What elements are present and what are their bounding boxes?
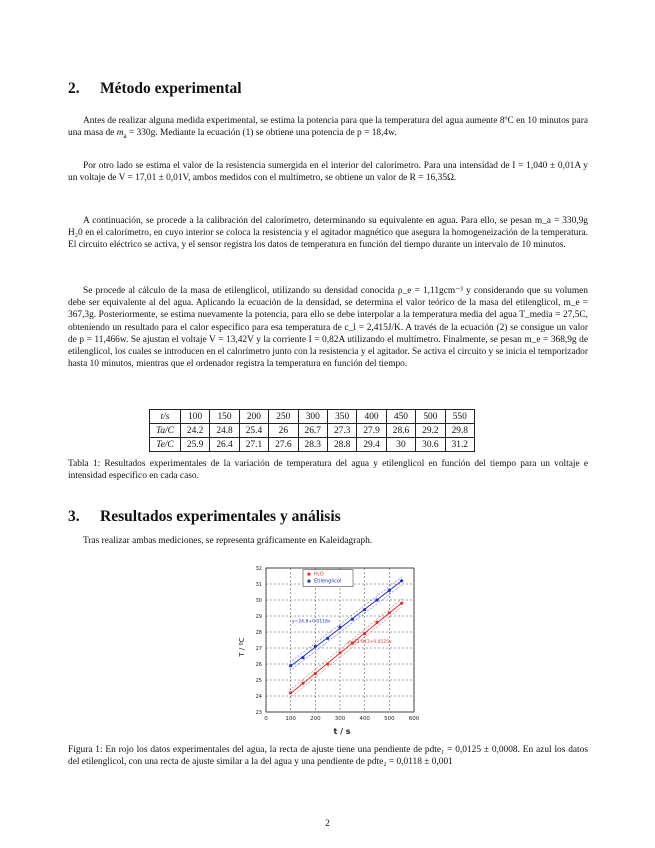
results-table (149, 409, 475, 452)
data-point (326, 637, 329, 640)
table-cell: 28.3 (298, 438, 327, 452)
data-point (326, 662, 329, 665)
data-point (314, 672, 317, 675)
table-cell: 29.8 (445, 424, 474, 438)
legend-label: H₂O (314, 571, 324, 578)
y-tick-label: 31 (255, 582, 262, 588)
data-point (314, 645, 317, 648)
data-point (338, 626, 341, 629)
table-header-row (150, 410, 475, 424)
x-tick-label: 200 (310, 716, 321, 722)
table-header-label: t/s (150, 410, 181, 424)
table-cell: 26.7 (298, 424, 327, 438)
fit-equation-label: y=22.943+0.0125x (347, 640, 392, 646)
table-cell: 500 (416, 410, 445, 424)
x-tick-label: 100 (285, 716, 296, 722)
table-cell: 550 (445, 410, 474, 424)
table-cell: 27.6 (269, 438, 298, 452)
paragraph-calibration: A continuación, se procede a la calibración del calorímetro, determinando su equivalente en agua. Para ello, se pesan m_a = 330,9g H₂0 en el calorímetro, en cuyo interior se coloca la resistencia y el agitador magnético que asegura la homogeneización de la temperatura. El circuito eléctrico se activa, y el sensor registra los datos de temperatura en función del tiempo durante un intervalo de 10 minutos. (68, 216, 588, 251)
data-point (400, 579, 403, 582)
data-point (301, 682, 304, 685)
fit-lower-band (289, 584, 402, 671)
x-tick-label: 500 (384, 716, 395, 722)
table-cell: 25.4 (239, 424, 268, 438)
data-point (388, 589, 391, 592)
x-tick-label: 600 (408, 716, 420, 722)
table-row-label: Ta/C (150, 424, 181, 438)
section-2-heading: 2. Método experimental (68, 80, 242, 97)
table-row-water (150, 424, 475, 438)
x-tick-label: 300 (334, 716, 346, 722)
x-tick-label: 0 (264, 716, 268, 722)
paragraph-glycol-mass: Se procede al cálculo de la masa de etilenglicol, utilizando su densidad conocida ρ_e = 1,11gcm⁻³ y considerando que su volumen debe ser equivalente al del agua. Aplicando la ecuación de la densidad, se determina el valor teórico de la masa del etilenglicol, m_e = 367,3g. Posteriormente, se estima nuevamente la potencia, para ello se debe interpolar a la temperatura media del agua T_media = 27,5C, obteniendo un resultado para el calor específico para esa temperatura de c_l = 2,415J/K. A través de la ecuación (2) se consigue un valor de p = 11,466w. Se ajustan el voltaje V = 13,42V y la corriente I = 0,82A utilizando el multímetro. Finalmente, se pesan m_e = 368,9g de etilenglicol, los cuales se introducen en el calorímetro junto con la resistencia y el agitador. Se activa el circuito y se inicia el temporizador hasta 10 minutos, mientras que el ordenador registra la temperatura en función del tiempo. (68, 286, 588, 370)
y-tick-label: 30 (255, 598, 262, 604)
table-cell: 30 (386, 438, 415, 452)
y-tick-label: 24 (255, 694, 262, 700)
data-point (338, 651, 341, 654)
legend-marker (307, 573, 310, 576)
page-number: 2 (325, 819, 330, 829)
paragraph-results-intro: Tras realizar ambas mediciones, se representa gráficamente en Kaleidagraph. (83, 536, 373, 546)
table-cell: 100 (180, 410, 209, 424)
legend-marker (307, 580, 310, 583)
chart-grid (266, 568, 414, 712)
data-point (289, 664, 292, 667)
data-point (375, 598, 378, 601)
data-point (375, 621, 378, 624)
table-cell: 29.4 (357, 438, 386, 452)
table-cell: 26 (269, 424, 298, 438)
data-point (363, 632, 366, 635)
table-cell: 450 (386, 410, 415, 424)
data-point (400, 602, 403, 605)
table-cell: 30.6 (416, 438, 445, 452)
data-point (289, 691, 292, 694)
table-cell: 24.2 (180, 424, 209, 438)
table-cell: 24.8 (210, 424, 239, 438)
y-tick-label: 26 (255, 662, 262, 668)
chart-legend (303, 570, 353, 587)
figure-caption: Figura 1: En rojo los datos experimentales del agua, la recta de ajuste tiene una pendiente de pdte₁ = 0,0125 ± 0,0008. En azul los datos del etilenglicol, con una recta de ajuste similar a la del agua y una pendiente de pdte₂ = 0,0118 ± 0,001 (68, 745, 588, 768)
y-tick-label: 28 (255, 630, 262, 636)
table-cell: 26.4 (210, 438, 239, 452)
table-cell: 28.8 (327, 438, 356, 452)
table-cell: 29.2 (416, 424, 445, 438)
table-cell: 400 (357, 410, 386, 424)
y-tick-label: 32 (255, 566, 262, 572)
data-point (388, 611, 391, 614)
table-row-label: Te/C (150, 438, 181, 452)
y-tick-label: 27 (255, 646, 262, 652)
chart-ticks (256, 566, 420, 722)
y-tick-label: 23 (255, 710, 262, 716)
chart-ylabel: T / ºC (238, 637, 246, 657)
table-cell: 25.9 (180, 438, 209, 452)
table-cell: 250 (269, 410, 298, 424)
paragraph-power-estimate: Antes de realizar alguna medida experimental, se estima la potencia para que la temperatura del agua aumente 8ºC en 10 minutos para una masa de $m_a = 330g$. Mediante la ecuación (1) se obtiene una potencia de p = 18,4w. (68, 116, 588, 141)
data-point (301, 656, 304, 659)
x-tick-label: 400 (359, 716, 370, 722)
y-tick-label: 29 (255, 614, 262, 620)
section-3-heading: 3. Resultados experimentales y análisis (68, 508, 341, 525)
table-cell: 300 (298, 410, 327, 424)
data-point (363, 608, 366, 611)
table-cell: 28.6 (386, 424, 415, 438)
table-row-glycol (150, 438, 475, 452)
table-cell: 150 (210, 410, 239, 424)
legend-label: Etilenglicol (314, 578, 342, 585)
table-cell: 200 (239, 410, 268, 424)
chart-xlabel: t / s (333, 727, 351, 736)
table-caption: Tabla 1: Resultados experimentales de la variación de temperatura del agua y etilenglicol en función del tiempo para un voltaje e intensidad específico en cada caso. (68, 459, 588, 482)
table-cell: 27.1 (239, 438, 268, 452)
table-cell: 31.2 (445, 438, 474, 452)
y-tick-label: 25 (255, 678, 262, 684)
data-point (351, 618, 354, 621)
table-cell: 27.3 (327, 424, 356, 438)
paragraph-resistance-estimate: Por otro lado se estima el valor de la resistencia sumergida en el interior del calorímetro. Para una intensidad de I = 1,040 ± 0,01A y un voltaje de V = 17,01 ± 0,01V, ambos medidos con el multímetro, se obtiene un valor de R = 16,35Ω. (68, 161, 588, 184)
table-cell: 27.9 (357, 424, 386, 438)
fit-equation-label: y=24.8+0.0118x (291, 619, 331, 625)
table-cell: 350 (327, 410, 356, 424)
temperature-chart (232, 562, 424, 740)
